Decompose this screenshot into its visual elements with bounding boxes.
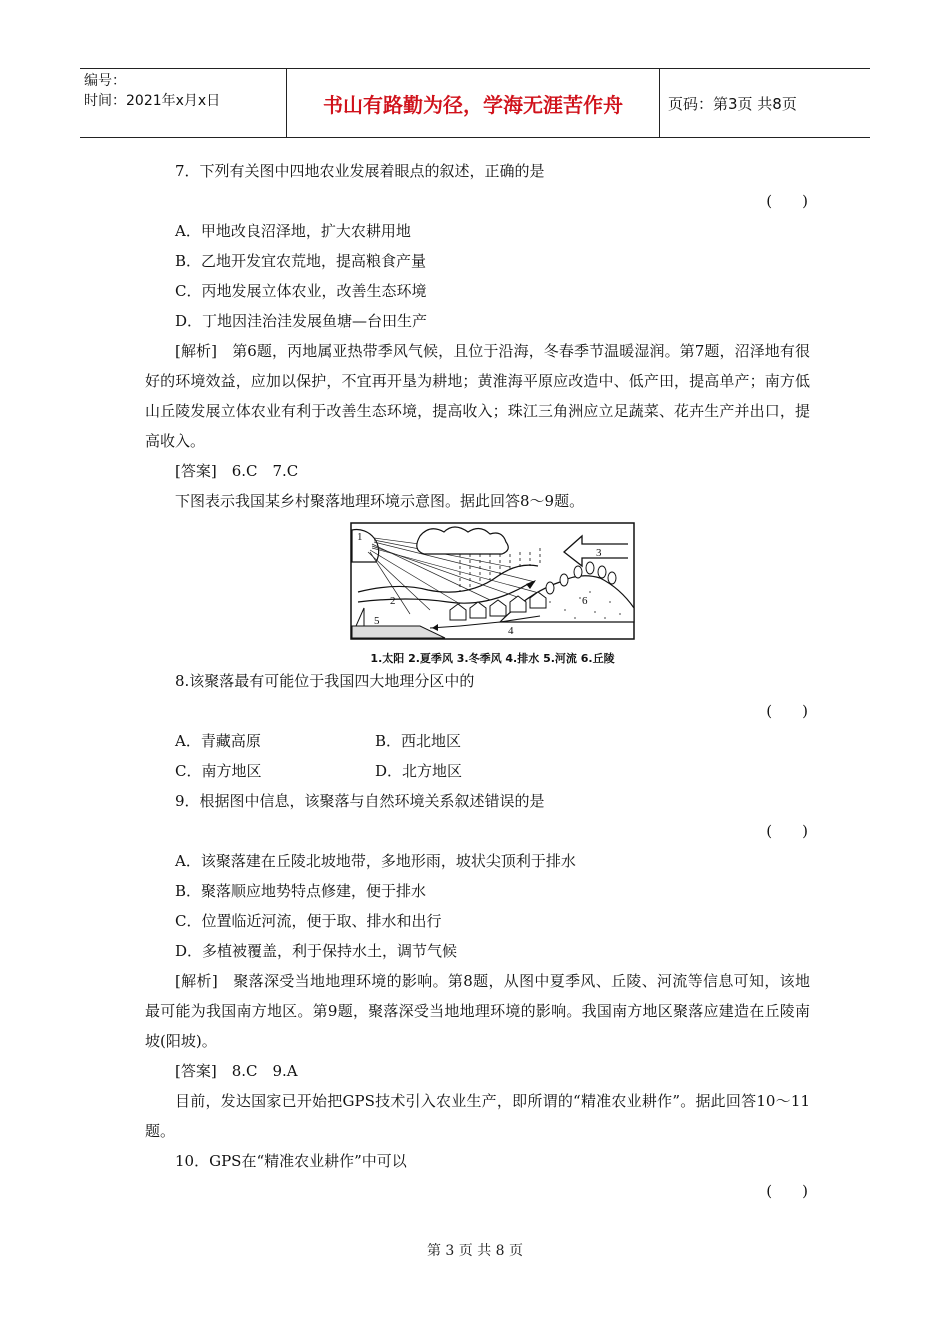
- label-2: 2: [390, 595, 396, 607]
- q9-answer-paren: ( ): [766, 822, 808, 840]
- document-body: [145, 156, 810, 1206]
- q8-option-d: D．北方地区: [375, 762, 463, 780]
- page-info: 页码：第3页 共8页: [668, 94, 797, 113]
- q9-option-d: D．多植被覆盖，利于保持水土，调节气候: [175, 942, 458, 960]
- q8-option-b: B．西北地区: [375, 732, 462, 750]
- q8-options-row-1: [145, 726, 810, 756]
- number-label: 编号：: [84, 73, 126, 89]
- q7-option-c: C．丙地发展立体农业，改善生态环境: [175, 282, 427, 300]
- q7-stem: 7．下列有关图中四地农业发展着眼点的叙述，正确的是: [175, 162, 545, 180]
- motto: 书山有路勤为径，学海无涯苦作舟: [287, 69, 660, 137]
- label-3: 3: [596, 547, 602, 559]
- q7-option-a: A．甲地改良沼泽地，扩大农耕用地: [175, 222, 411, 240]
- q9-option-c: C．位置临近河流，便于取、排水和出行: [175, 912, 442, 930]
- q10-stem: 10．GPS在“精准农业耕作”中可以: [175, 1152, 407, 1170]
- intro-10-11: 目前，发达国家已开始把GPS技术引入农业生产，即所谓的“精准农业耕作”。据此回答10～11题。: [145, 1092, 810, 1140]
- q8-option-a: A．青藏高原: [175, 732, 261, 750]
- header-left-cell: [80, 69, 287, 137]
- settlement-diagram-svg: [350, 522, 635, 640]
- time-label: 时间：2021年x月x日: [84, 93, 221, 109]
- label-5: 5: [374, 615, 380, 627]
- diagram-caption: 1.太阳 2.夏季风 3.冬季风 4.排水 5.河流 6.丘陵: [370, 652, 615, 665]
- settlement-diagram: [350, 522, 635, 665]
- label-4: 4: [508, 625, 514, 637]
- q9-stem: 9．根据图中信息，该聚落与自然环境关系叙述错误的是: [175, 792, 545, 810]
- q7-answer-paren: ( ): [766, 192, 808, 210]
- q7-option-d: D．丁地因洼治洼发展鱼塘—台田生产: [175, 312, 428, 330]
- q8-option-c: C．南方地区: [175, 762, 262, 780]
- q7-option-b: B．乙地开发宜农荒地，提高粮食产量: [175, 252, 427, 270]
- q8-answer-paren: ( ): [766, 702, 808, 720]
- page-footer: 第 3 页 共 8 页: [426, 1243, 524, 1259]
- answer-8-9: [答案] 8.C 9.A: [175, 1062, 298, 1080]
- analysis-6-7: [解析] 第6题，丙地属亚热带季风气候，且位于沿海，冬春季节温暖湿润。第7题，沼泽地有很好的环境效益，应加以保护，不宜再开垦为耕地；黄淮海平原应改造中、低产田，提高单产；南方低山丘陵发展立体农业有利于改善生态环境，提高收入；珠江三角洲应立足蔬菜、花卉生产并出口，提高收入。: [145, 342, 810, 450]
- intro-8-9: 下图表示我国某乡村聚落地理环境示意图。据此回答8～9题。: [175, 492, 585, 510]
- q9-option-b: B．聚落顺应地势特点修建，便于排水: [175, 882, 427, 900]
- label-1: 1: [357, 531, 363, 543]
- q8-options-row-2: [145, 756, 810, 786]
- q8-stem: 8.该聚落最有可能位于我国四大地理分区中的: [175, 672, 475, 690]
- analysis-8-9: [解析] 聚落深受当地地理环境的影响。第8题，从图中夏季风、丘陵、河流等信息可知，该地最可能为我国南方地区。第9题，聚落深受当地地理环境的影响。我国南方地区聚落应建造在丘陵南坡(阳坡)。: [145, 972, 810, 1050]
- answer-6-7: [答案] 6.C 7.C: [175, 462, 299, 480]
- label-6: 6: [582, 595, 588, 607]
- q9-option-a: A．该聚落建在丘陵北坡地带，多地形雨，坡状尖顶利于排水: [175, 852, 576, 870]
- page-header: [80, 68, 870, 138]
- q10-answer-paren: ( ): [766, 1182, 808, 1200]
